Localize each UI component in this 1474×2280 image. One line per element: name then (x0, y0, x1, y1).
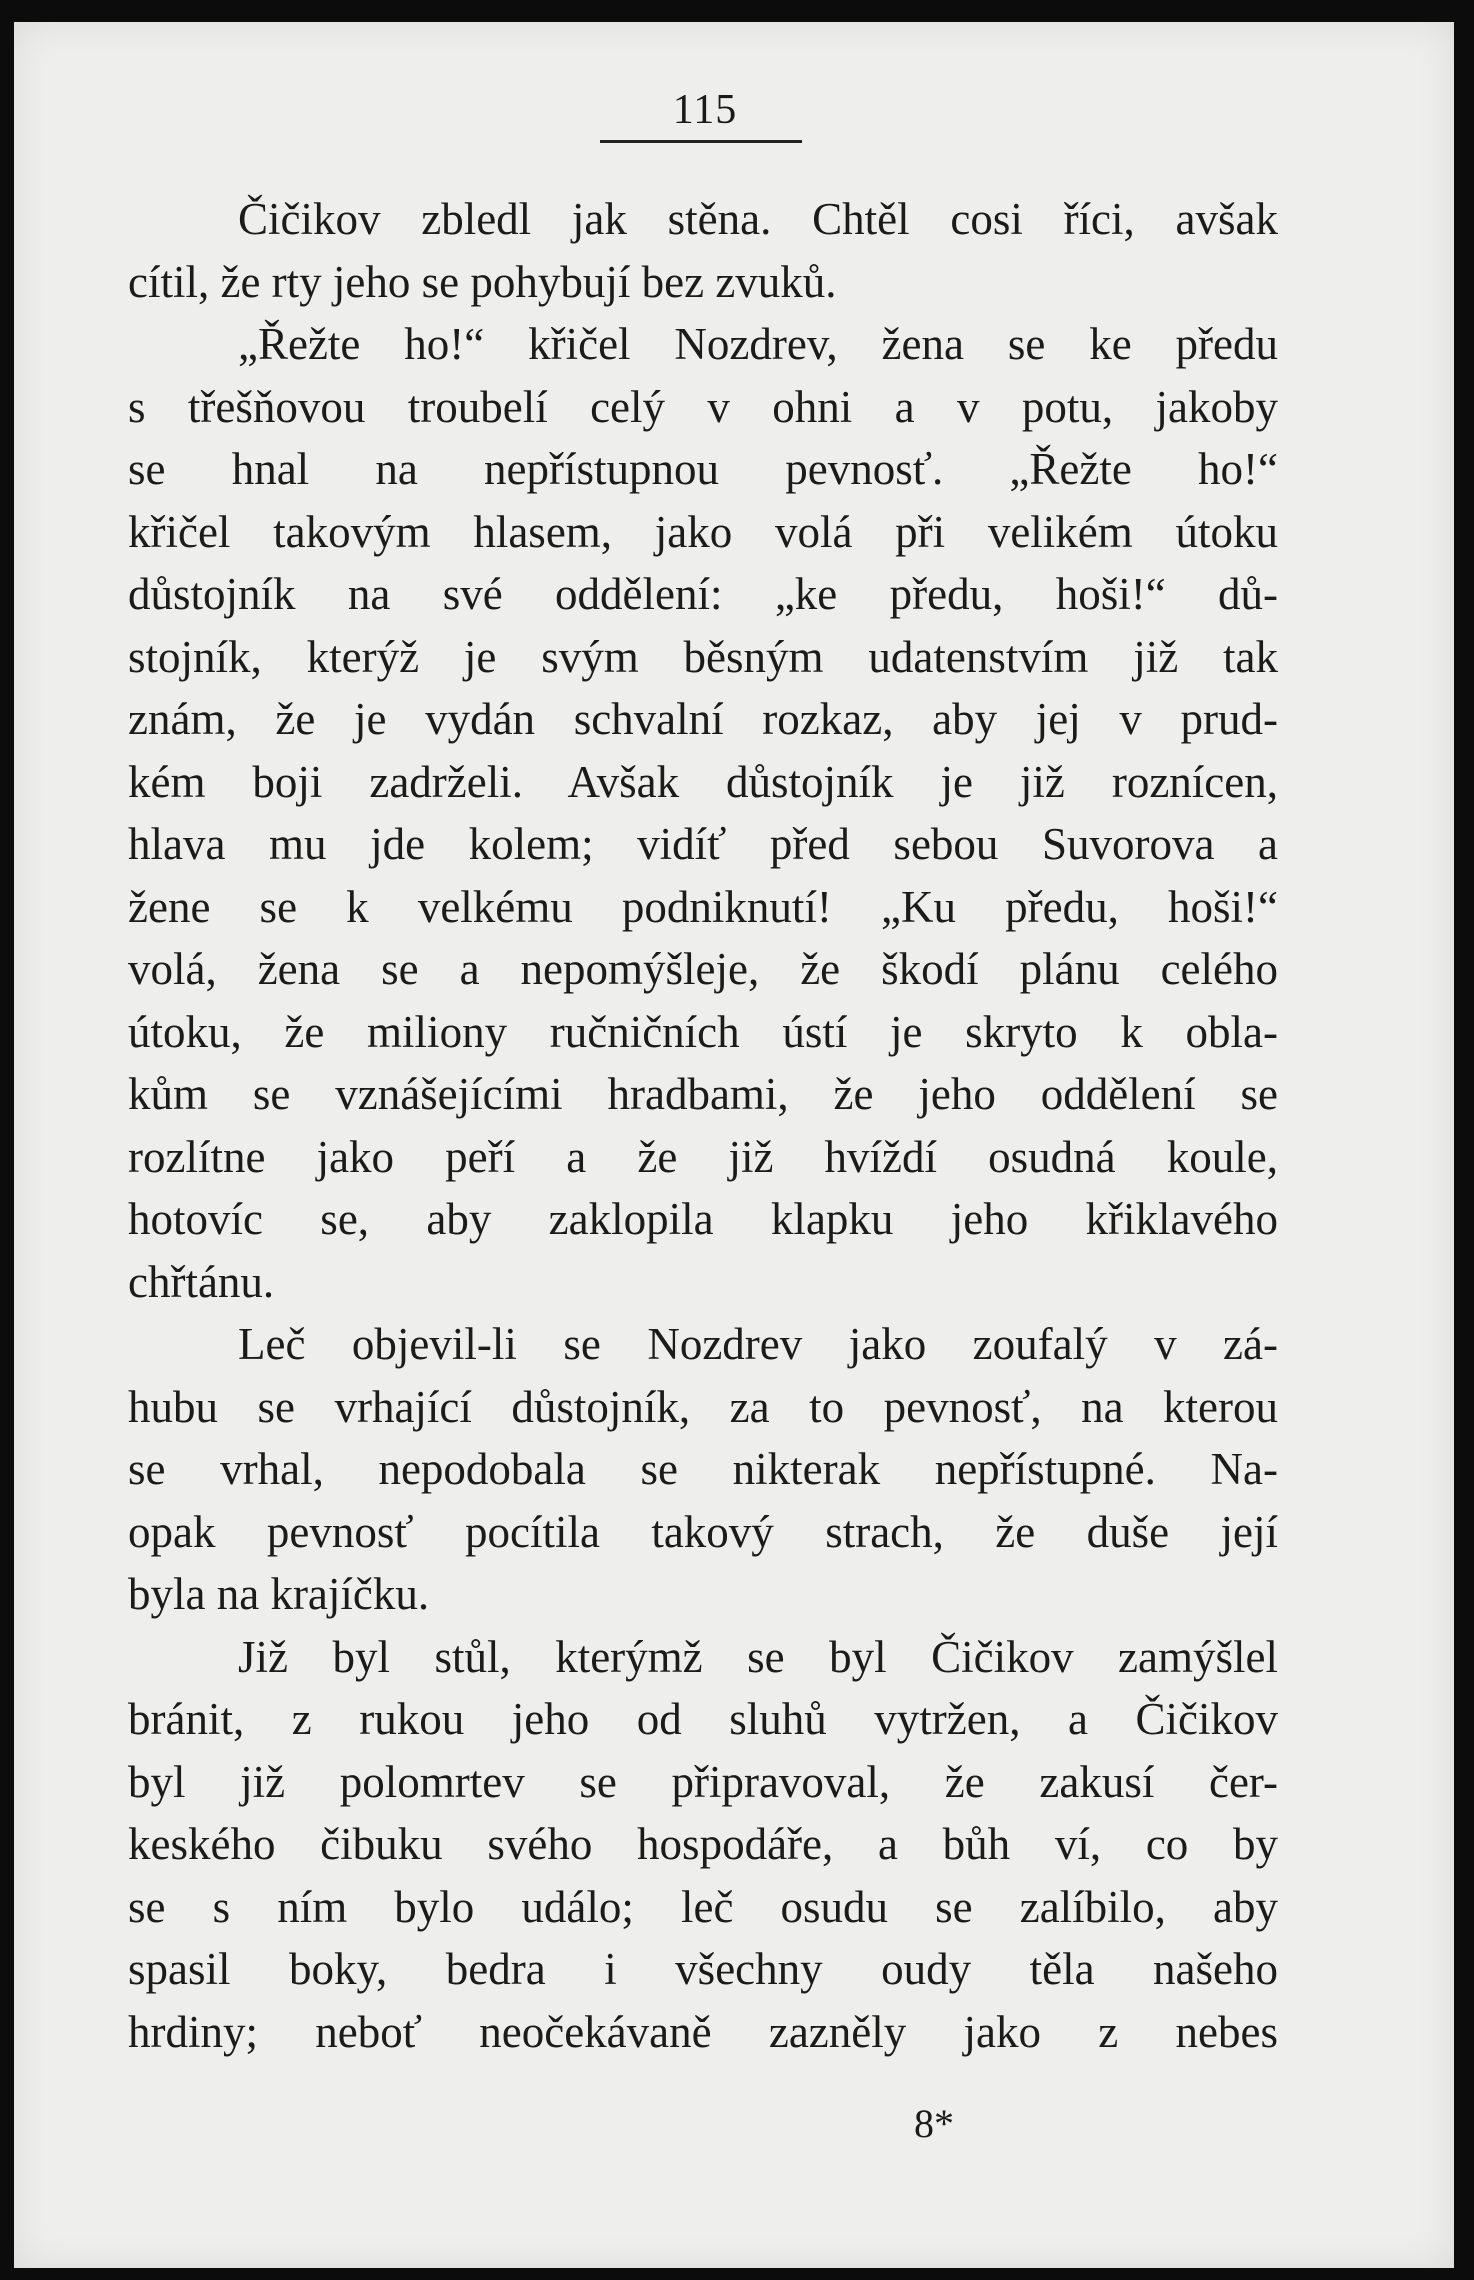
text-line: byl již polomrtev se připravoval, že zakusí čer- (128, 1756, 1278, 1807)
text-line: kům se vznášejícími hradbami, že jeho oddělení se (128, 1069, 1278, 1119)
text-line: útoku, že miliony ručničních ústí je skryto k obla- (128, 1006, 1278, 1057)
text-line: Leč objevil-li se Nozdrev jako zoufalý v zá- (238, 1319, 1278, 1369)
page-number: 115 (672, 87, 738, 133)
text-line: chřtánu. (128, 1256, 275, 1307)
text-line: Již byl stůl, kterýmž se byl Čičikov zamýšlel (238, 1631, 1278, 1682)
text-line: se vrhal, nepodobala se nikterak nepřístupné. Na- (128, 1444, 1278, 1494)
text-line: Čičikov zbledl jak stěna. Chtěl cosi říci, avšak (238, 194, 1278, 244)
text-line: hubu se vrhající důstojník, za to pevnosť, na kterou (128, 1381, 1278, 1432)
text-line: „Řežte ho!“ křičel Nozdrev, žena se ke předu (238, 319, 1278, 369)
text-line: cítil, že rty jeho se pohybují bez zvuků. (128, 256, 837, 307)
text-line: rozlítne jako peří a že již hvíždí osudná koule, (128, 1131, 1278, 1182)
text-line: hlava mu jde kolem; vidíť před sebou Suvorova a (128, 819, 1278, 869)
book-page (14, 22, 1454, 2268)
text-line: stojník, kterýž je svým běsným udatenstvím již tak (128, 631, 1278, 682)
header-rule (600, 140, 802, 143)
text-line: kém boji zadrželi. Avšak důstojník je již roznícen, (128, 756, 1278, 807)
text-line: volá, žena se a nepomýšleje, že škodí plánu celého (128, 944, 1278, 994)
text-line: hotovíc se, aby zaklopila klapku jeho křiklavého (128, 1194, 1278, 1244)
text-line: s třešňovou troubelí celý v ohni a v potu, jakoby (128, 381, 1278, 432)
text-line: znám, že je vydán schvalní rozkaz, aby jej v prud- (128, 694, 1278, 744)
signature-mark: 8* (914, 2101, 954, 2146)
text-line: důstojník na své oddělení: „ke předu, hoši!“ dů- (128, 569, 1278, 619)
text-line: se s ním bylo událo; leč osudu se zalíbilo, aby (128, 1881, 1278, 1932)
text-line: křičel takovým hlasem, jako volá při velikém útoku (128, 506, 1278, 557)
text-line: byla na krajíčku. (128, 1569, 430, 1619)
text-line: bránit, z rukou jeho od sluhů vytržen, a Čičikov (128, 1694, 1278, 1744)
text-line: opak pevnosť pocítila takový strach, že duše její (128, 1506, 1278, 1557)
page-text (128, 188, 1278, 2063)
text-line: hrdiny; neboť neočekávaně zazněly jako z nebes (128, 2006, 1278, 2057)
text-line: se hnal na nepřístupnou pevnosť. „Řežte ho!“ (128, 444, 1278, 494)
text-line: žene se k velkému podniknutí! „Ku předu, hoši!“ (128, 881, 1278, 932)
text-line: keského čibuku svého hospodáře, a bůh ví, co by (128, 1819, 1278, 1869)
text-line: spasil boky, bedra i všechny oudy těla našeho (128, 1944, 1278, 1994)
